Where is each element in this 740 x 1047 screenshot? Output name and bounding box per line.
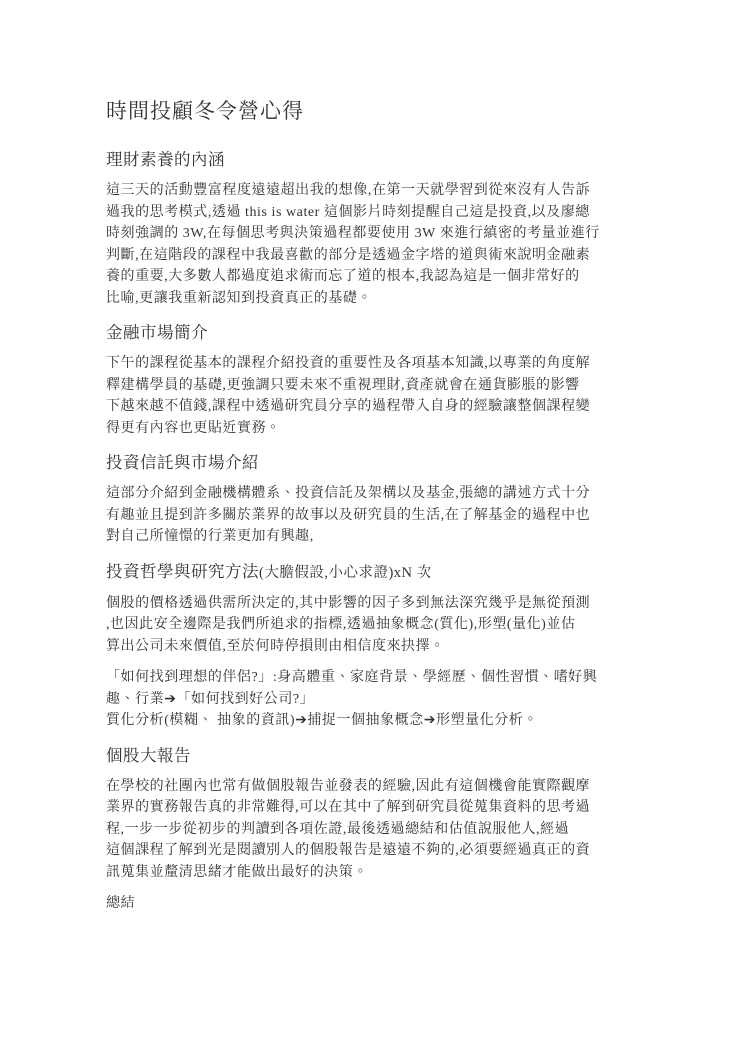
paragraph-analogy — [106, 667, 640, 732]
text-line: 比喻,更讓我重新認知到投資真正的基礎。 — [106, 290, 372, 306]
paragraph-philosophy — [106, 593, 640, 658]
text-line: 訊蒐集並釐清思緒才能做出最好的決策。 — [106, 864, 368, 880]
section-heading-stock-report: 個股大報告 — [106, 745, 191, 765]
text-line: 有趣並且提到許多關於業界的故事以及研究員的生活,在了解基金的過程中也 — [106, 507, 591, 523]
section-heading-market-intro: 金融市場簡介 — [106, 323, 208, 342]
heading-main-text: 投資哲學與研究方法 — [106, 561, 259, 581]
section-heading-summary: 總結 — [106, 896, 136, 911]
text-line: 程,一步一步從初步的判讀到各項佐證,最後透過總結和估值說服他人,經過 — [106, 821, 570, 837]
text-line: 得更有內容也更貼近實務。 — [106, 420, 281, 436]
section-heading-financial-literacy: 理財素養的內涵 — [106, 150, 225, 169]
text-line: 算出公司未來價值,至於何時停損則由相信度來抉擇。 — [106, 638, 445, 654]
text-line: 下越來越不值錢,課程中透過研究員分享的過程帶入自身的經驗讓整個課程變 — [106, 399, 591, 414]
text-line: 這三天的活動豐富程度遠遠超出我的想像,在第一天就學習到從來沒有人告訴 — [106, 183, 591, 198]
text-line: 趣、行業➔「如何找到好公司?」 — [106, 691, 315, 707]
text-line: 業界的實務報告真的非常難得,可以在其中了解到研究員從蒐集資料的思考過 — [106, 800, 591, 815]
text-line: 在學校的社團內也常有做個股報告並發表的經驗,因此有這個機會能實際觀摩 — [106, 778, 591, 794]
section-heading-investment-trust: 投資信託與市場介紹 — [106, 453, 259, 472]
paragraph-market-intro — [106, 353, 640, 439]
heading-suffix-text: (大膽假設,小心求證)xN 次 — [259, 564, 432, 581]
text-line: 時刻強調的 3W,在每個思考與決策過程都要使用 3W 來進行縝密的考量並進行 — [106, 226, 600, 241]
text-line: 這部分介紹到金融機構體系、投資信託及架構以及基金,張總的講述方式十分 — [106, 486, 591, 501]
paragraph-stock-report — [106, 776, 640, 884]
text-line: ,也因此安全邊際是我們所追求的指標,透過抽象概念(質化),形塑(量化)並估 — [106, 617, 576, 632]
text-line: 「如何找到理想的伴侶?」:身高體重、家庭背景、學經歷、個性習慣、嗜好興 — [106, 670, 598, 685]
document-title: 時間投顧冬令營心得 — [106, 99, 304, 123]
text-line: 釋建構學員的基礎,更強調只要未來不重視理財,資產就會在通貨膨脹的影響 — [106, 377, 580, 393]
text-line: 對自己所憧憬的行業更加有興趣, — [106, 529, 314, 544]
text-line: 過我的思考模式,透過 this is water 這個影片時刻提醒自己這是投資,以及廖總 — [106, 204, 590, 220]
text-line: 養的重要,大多數人都過度追求術而忘了道的根本,我認為這是一個非常好的 — [106, 269, 580, 284]
text-line: 下午的課程從基本的課程介紹投資的重要性及各項基本知識,以專業的角度解 — [106, 356, 591, 371]
text-line: 判斷,在這階段的課程中我最喜歡的部分是透過金字塔的道與術來說明金融素 — [106, 247, 591, 263]
paragraph-investment-trust — [106, 483, 640, 548]
text-line: 個股的價格透過供需所決定的,其中影響的因子多到無法深究幾乎是無從預測 — [106, 595, 591, 611]
paragraph-financial-literacy — [106, 180, 640, 309]
section-heading-philosophy — [106, 560, 640, 585]
text-line: 這個課程了解到光是閱讀別人的個股報告是遠遠不夠的,必須要經過真正的資 — [106, 843, 591, 858]
text-line: 質化分析(模糊、 抽象的資訊)➔捕捉一個抽象概念➔形塑量化分析。 — [106, 713, 538, 728]
